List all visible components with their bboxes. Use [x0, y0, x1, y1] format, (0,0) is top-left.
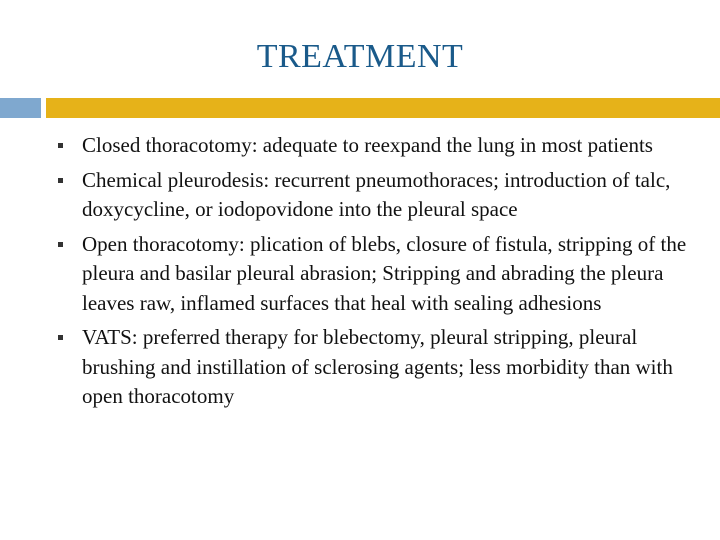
accent-bar-blue — [0, 98, 41, 118]
bullet-text: Closed thoracotomy: adequate to reexpand the lung in most patients — [82, 133, 653, 157]
bullet-text: Chemical pleurodesis: recurrent pneumothoraces; introduction of talc, doxycycline, or iodopovidone into the pleural space — [82, 167, 671, 221]
bullet-item — [58, 230, 698, 319]
square-bullet-icon — [58, 143, 63, 148]
bullet-item — [58, 131, 698, 161]
bullet-list — [58, 131, 698, 417]
bullet-text: VATS: preferred therapy for blebectomy, pleural stripping, pleural brushing and instillation of sclerosing agents; less morbidity than with open thoracotomy — [82, 325, 673, 408]
square-bullet-icon — [58, 335, 63, 340]
bullet-text: Open thoracotomy: plication of blebs, closure of fistula, stripping of the pleura and basilar pleural abrasion; Stripping and abrading the pleura leaves raw, inflamed surfaces that heal with sealing adhesions — [82, 231, 687, 315]
bullet-item — [58, 166, 698, 225]
square-bullet-icon — [58, 242, 63, 247]
accent-bar-gold — [46, 98, 720, 118]
square-bullet-icon — [58, 178, 63, 183]
slide-title: TREATMENT — [256, 38, 464, 75]
bullet-item — [58, 323, 698, 412]
